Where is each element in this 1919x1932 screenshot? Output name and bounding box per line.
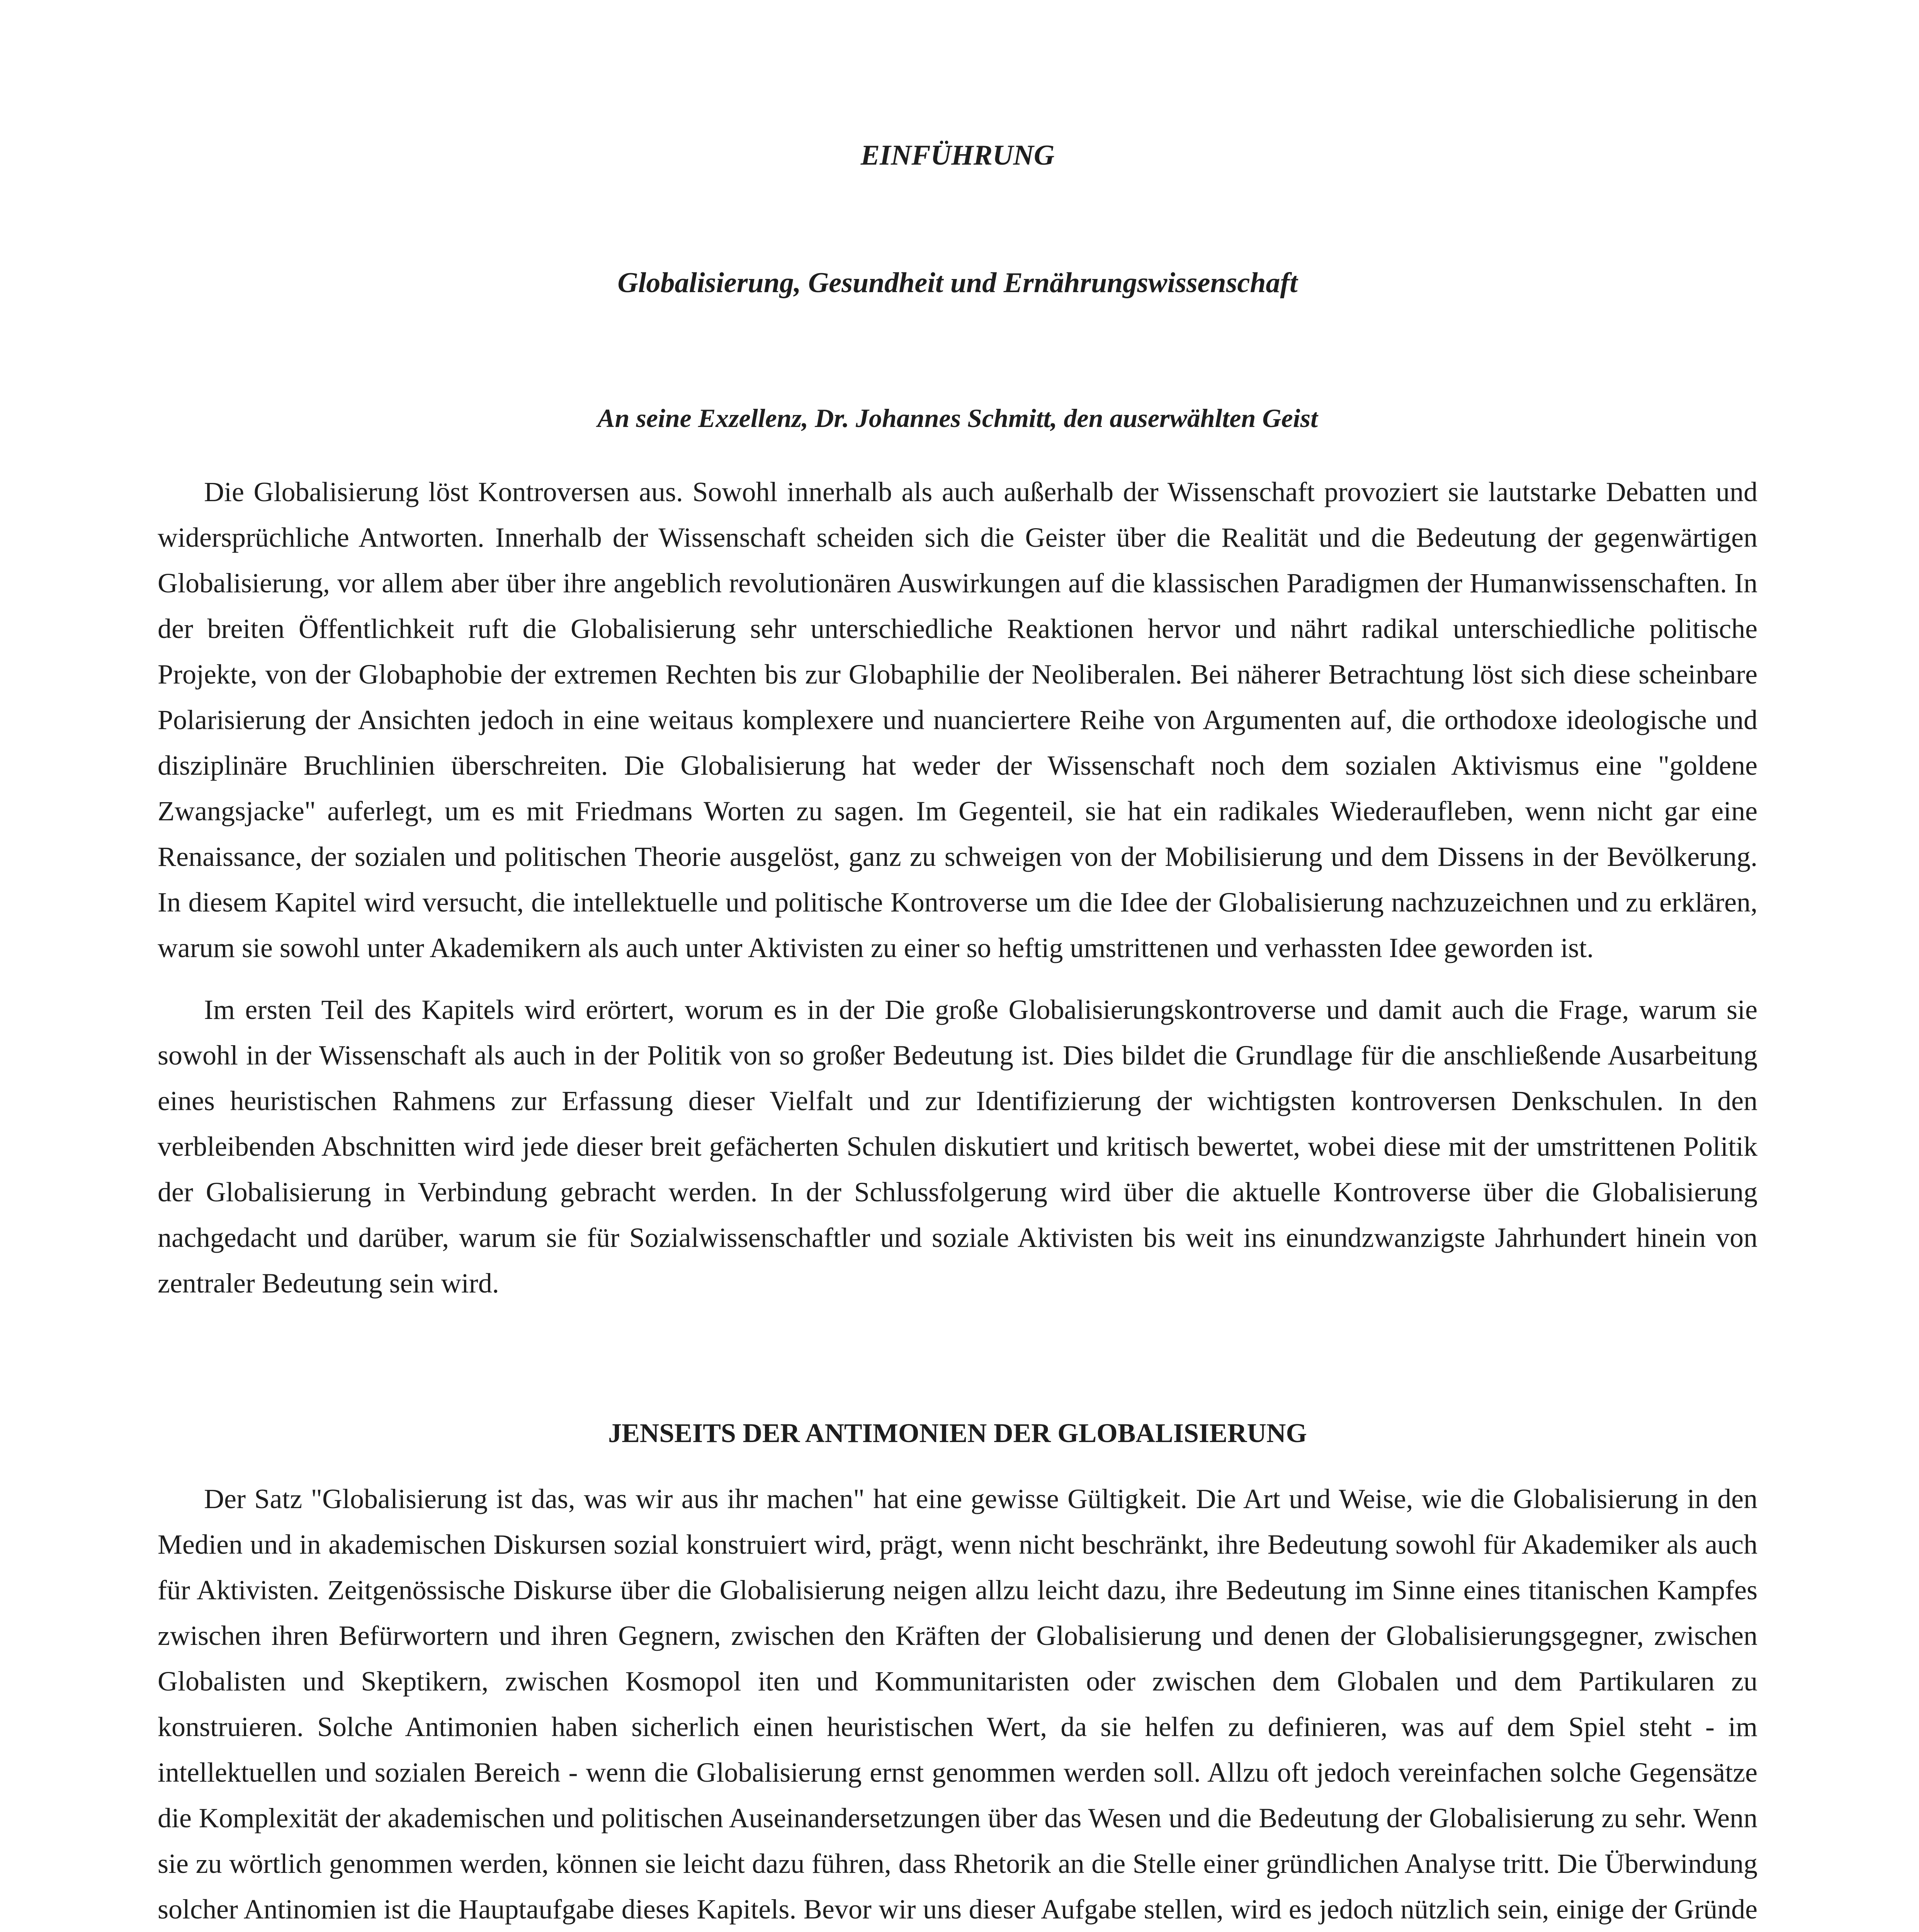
paragraph-intro-1: Die Globalisierung löst Kontroversen aus. Sowohl innerhalb als auch außerhalb der Wissenschaft provoziert sie lautstarke Debatten und widersprüchliche Antworten. Innerhalb der Wissenschaft scheiden sich die Geister über die Realität und die Bedeutung der gegenwärtigen Globalisierung, vor allem aber über ihre angeblich revolutionären Auswirkungen auf die klassischen Paradigmen der Humanwissenschaften. In der breiten Öffentlichkeit ruft die Globalisierung sehr unterschiedliche Reaktionen hervor und nährt radikal unterschiedliche politische Projekte, von der Globaphobie der extremen Rechten bis zur Globaphilie der Neoliberalen. Bei näherer Betrachtung löst sich diese scheinbare Polarisierung der Ansichten jedoch in eine weitaus komplexere und nuanciertere Reihe von Argumenten auf, die orthodoxe ideologische und disziplinäre Bruchlinien überschreiten. Die Globalisierung hat weder der Wissenschaft noch dem sozialen Aktivismus eine "goldene Zwangsjacke" auferlegt, um es mit Friedmans Worten zu sagen. Im Gegenteil, sie hat ein radikales Wiederaufleben, wenn nicht gar eine Renaissance, der sozialen und politischen Theorie ausgelöst, ganz zu schweigen von der Mobilisierung und dem Dissens in der Bevölkerung. In diesem Kapitel wird versucht, die intellektuelle und politische Kontroverse um die Idee der Globalisierung nachzuzeichnen und zu erklären, warum sie sowohl unter Akademikern als auch unter Aktivisten zu einer so heftig umstrittenen und verhassten Idee geworden ist. xyxy=(158,476,1758,963)
document-page xyxy=(0,136,1919,1932)
paragraph-section-1: Der Satz "Globalisierung ist das, was wir aus ihr machen" hat eine gewisse Gültigkeit. Die Art und Weise, wie die Globalisierung in den Medien und in akademischen Diskursen sozial konstruiert wird, prägt, wenn nicht beschränkt, ihre Bedeutung sowohl für Akademiker als auch für Aktivisten. Zeitgenössische Diskurse über die Globalisierung neigen allzu leicht dazu, ihre Bedeutung im Sinne eines titanischen Kampfes zwischen ihren Befürwortern und ihren Gegnern, zwischen den Kräften der Globalisierung und denen der Globalisierungsgegner, zwischen Globalisten und Skeptikern, zwischen Kosmopol iten und Kommunitaristen oder zwischen dem Globalen und dem Partikularen zu konstruieren. Solche Antimonien haben sicherlich einen heuristischen Wert, da sie helfen zu definieren, was auf dem Spiel steht - im intellektuellen und sozialen Bereich - wenn die Globalisierung ernst genommen werden soll. Allzu oft jedoch vereinfachen solche Gegensätze die Komplexität der akademischen und politischen Auseinandersetzungen über das Wesen und die Bedeutung der Globalisierung zu sehr. Wenn sie zu wörtlich genommen werden, können sie leicht dazu führen, dass Rhetorik an die Stelle einer gründlichen Analyse tritt. Die Überwindung solcher Antinomien ist die Hauptaufgabe dieses Kapitels. Bevor wir uns dieser Aufgabe stellen, wird es jedoch nützlich sein, einige der Gründe xyxy=(158,1483,1758,1925)
paragraph-intro-2: Im ersten Teil des Kapitels wird erörtert, worum es in der Die große Globalisierungskontroverse und damit auch die Frage, warum sie sowohl in der Wissenschaft als auch in der Politik von so großer Bedeutung ist. Dies bildet die Grundlage für die anschließende Ausarbeitung eines heuristischen Rahmens zur Erfassung dieser Vielfalt und zur Identifizierung der wichtigsten kontroversen Denkschulen. In den verbleibenden Abschnitten wird jede dieser breit gefächerten Schulen diskutiert und kritisch bewertet, wobei diese mit der umstrittenen Politik der Globalisierung in Verbindung gebracht werden. In der Schlussfolgerung wird über die aktuelle Kontroverse über die Globalisierung nachgedacht und darüber, warum sie für Sozialwissenschaftler und soziale Aktivisten bis weit ins einundzwanzigste Jahrhundert hinein von zentraler Bedeutung sein wird. xyxy=(158,994,1758,1299)
document-subtitle: Globalisierung, Gesundheit und Ernährungswissenschaft xyxy=(617,267,1298,299)
dedication: An seine Exzellenz, Dr. Johannes Schmitt, den auserwählten Geist xyxy=(597,403,1318,433)
document-title: EINFÜHRUNG xyxy=(860,139,1055,171)
section-heading: JENSEITS DER ANTIMONIEN DER GLOBALISIERUNG xyxy=(608,1418,1307,1448)
